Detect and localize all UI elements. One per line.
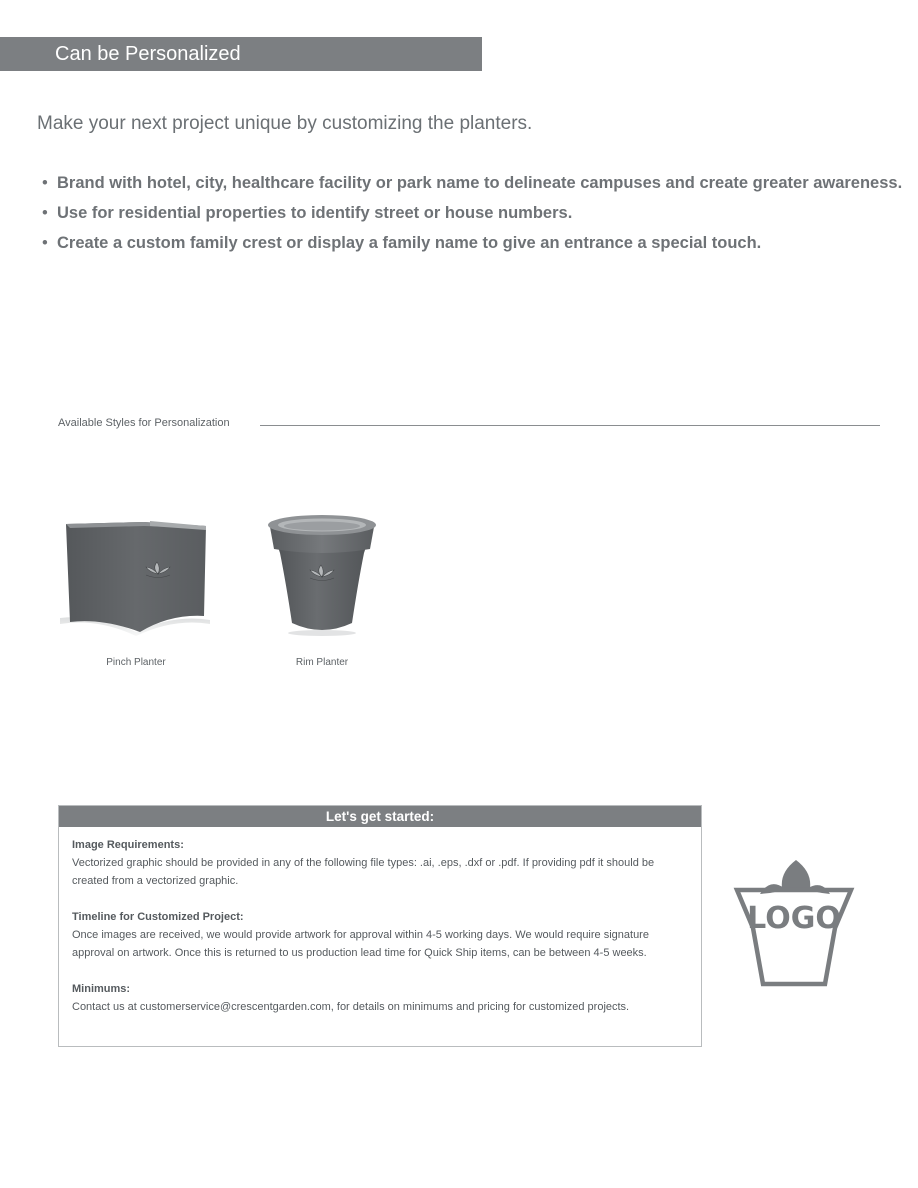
- getting-started-box: [58, 805, 702, 1047]
- pinch-planter-image: [58, 518, 214, 636]
- benefits-list: [38, 171, 902, 261]
- info-section-timeline: [72, 908, 688, 962]
- info-section-text: Once images are received, we would provide artwork for approval within 4-5 working days. We would require signature approval on artwork. Once this is returned to us production lead time for Quick Ship items, can be between 4-5 weeks.: [72, 929, 649, 959]
- benefit-item: • Brand with hotel, city, healthcare facility or park name to delineate campuses and create greater awareness.: [38, 171, 902, 201]
- intro-text: Make your next project unique by customizing the planters.: [37, 113, 533, 134]
- benefit-item: • Create a custom family crest or display a family name to give an entrance a special touch.: [38, 231, 902, 261]
- info-section-minimums: [72, 980, 688, 1016]
- product-name: Rim Planter: [295, 657, 349, 668]
- rim-planter-image: [266, 513, 378, 637]
- info-section-title: Minimums:: [72, 983, 131, 995]
- product-name: Pinch Planter: [106, 657, 166, 668]
- heading-divider: [260, 425, 880, 426]
- info-section-text: Contact us at customerservice@crescentgarden.com, for details on minimums and pricing for customized projects.: [72, 1001, 630, 1013]
- info-section-title: Timeline for Customized Project:: [72, 911, 244, 923]
- info-section-image-requirements: [72, 836, 688, 890]
- section-header-bar: [0, 37, 482, 71]
- benefit-item: • Use for residential properties to identify street or house numbers.: [38, 201, 902, 231]
- logo-text: LOGO: [747, 901, 841, 936]
- section-title: Can be Personalized: [55, 43, 241, 65]
- info-section-text: Vectorized graphic should be provided in any of the following file types: .ai, .eps, .dxf or .pdf. If providing pdf it should be created from a vectorized graphic.: [72, 857, 655, 887]
- getting-started-body: [59, 827, 701, 1016]
- planter-logo-icon: [730, 858, 858, 995]
- getting-started-heading: Let's get started:: [59, 806, 701, 827]
- info-section-title: Image Requirements:: [72, 839, 184, 851]
- available-styles-heading: Available Styles for Personalization: [58, 417, 230, 429]
